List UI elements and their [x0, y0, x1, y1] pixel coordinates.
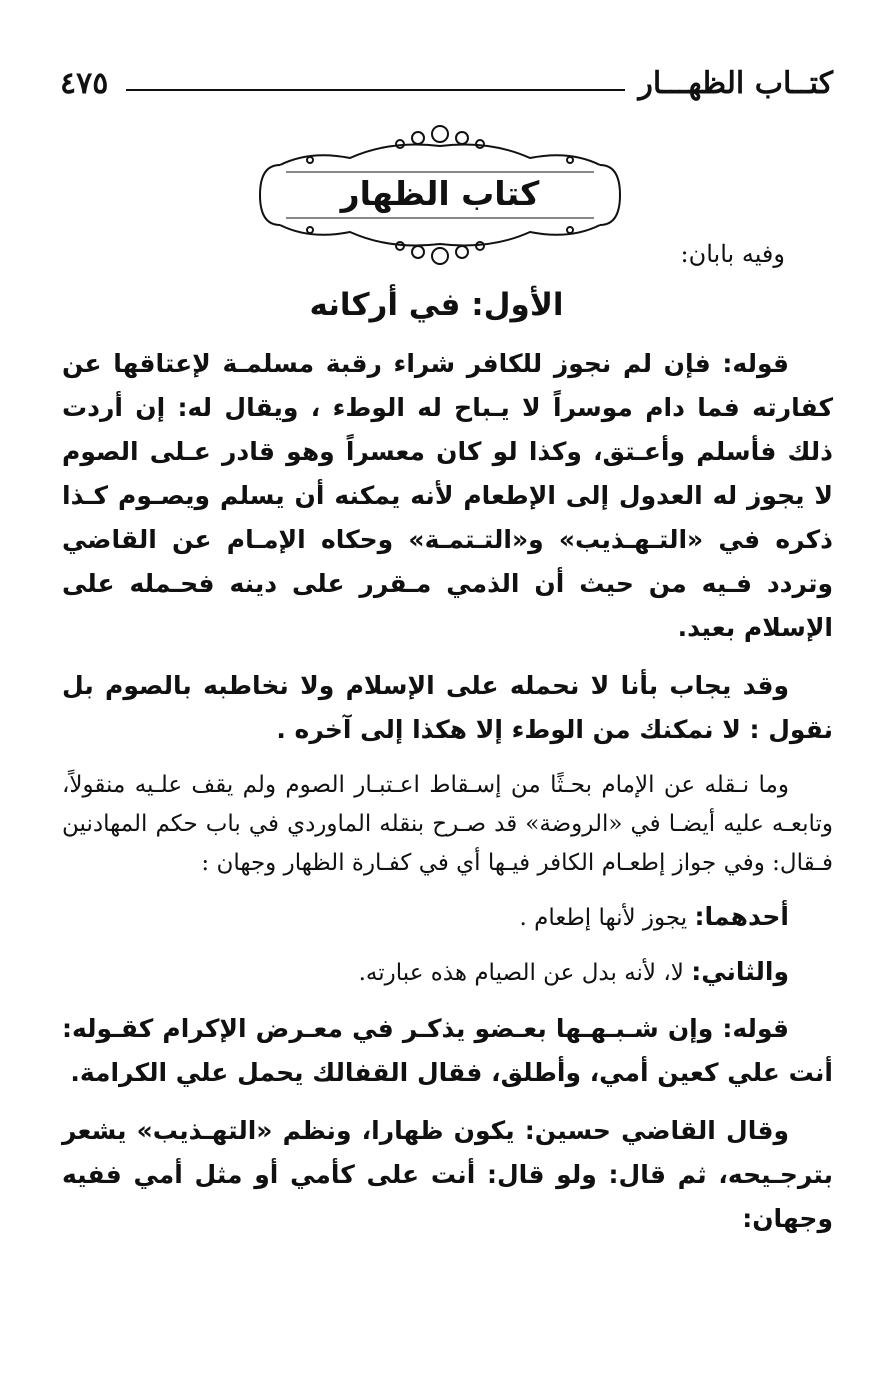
- paragraph: وقد يجاب بأنا لا نحمله على الإسلام ولا نخاطبه بالصوم بل نقول : لا نمكنك من الوطء إلا هكذا إلى آخره .: [62, 671, 833, 744]
- section-heading: الأول: في أركانه: [309, 287, 564, 323]
- paragraph: قوله: وإن شـبـهـها بعـضو يذكـر في معـرض الإكرام كقـوله: أنت علي كعين أمي، وأطلق، فقال القفالك يحمل علي الكرامة.: [62, 1014, 833, 1087]
- item-text: لا، لأنه بدل عن الصيام هذه عبارته.: [358, 960, 692, 986]
- page-number: ٤٧٥: [60, 66, 109, 101]
- paragraph: قوله: فإن لم نجوز للكافر شراء رقبة مسلمـة لإعتاقها عن كفارته فما دام موسراً لا يـباح له الوطء ، ويقال له: إن أردت ذلك فأسلم وأعـتق، وكذا لو كان معسراً وهو قادر عـلى الصوم لا يجوز له العدول إلى الإطعام لأنه يمكنه أن يسلم ويصـوم كـذا ذكره في «التـهـذيب» و«التـتمـة» وحكاه الإمـام عن القاضي وتردد فـيه من حيث أن الذمي مـقرر على دينه فحـمله على الإسلام بعيد.: [62, 349, 833, 642]
- paragraph: وما نـقله عن الإمام بحـثًا من إسـقاط اعـتبـار الصوم ولم يقف علـيه منقولاً، وتابعـه عليه أيضـا في «الروضة» قد صـرح بنقله الماوردي في باب حكم المهادنين فـقال: وفي جواز إطعـام الكافر فيـها أي في كفـارة الظهار وجهان :: [62, 772, 833, 876]
- intro-text: وفيه بابان:: [680, 240, 785, 268]
- body-text: [62, 342, 833, 1255]
- paragraph: وقال القاضي حسين: يكون ظهارا، ونظم «التهـذيب» يشعر بترجـيحه، ثم قال: ولو قال: أنت على كأمي أو مثل أمي ففيه وجهان:: [62, 1116, 833, 1233]
- list-item: [62, 952, 833, 993]
- chapter-title: كتاب الظهار: [340, 174, 540, 213]
- item-text: يجوز لأنها إطعام .: [519, 905, 695, 931]
- item-lead: أحدهما:: [694, 902, 789, 931]
- running-header: [60, 66, 833, 106]
- item-lead: والثاني:: [691, 957, 789, 986]
- running-book-title: كتــاب الظهـــار: [638, 66, 833, 101]
- header-rule: [126, 89, 625, 91]
- list-item: [62, 897, 833, 938]
